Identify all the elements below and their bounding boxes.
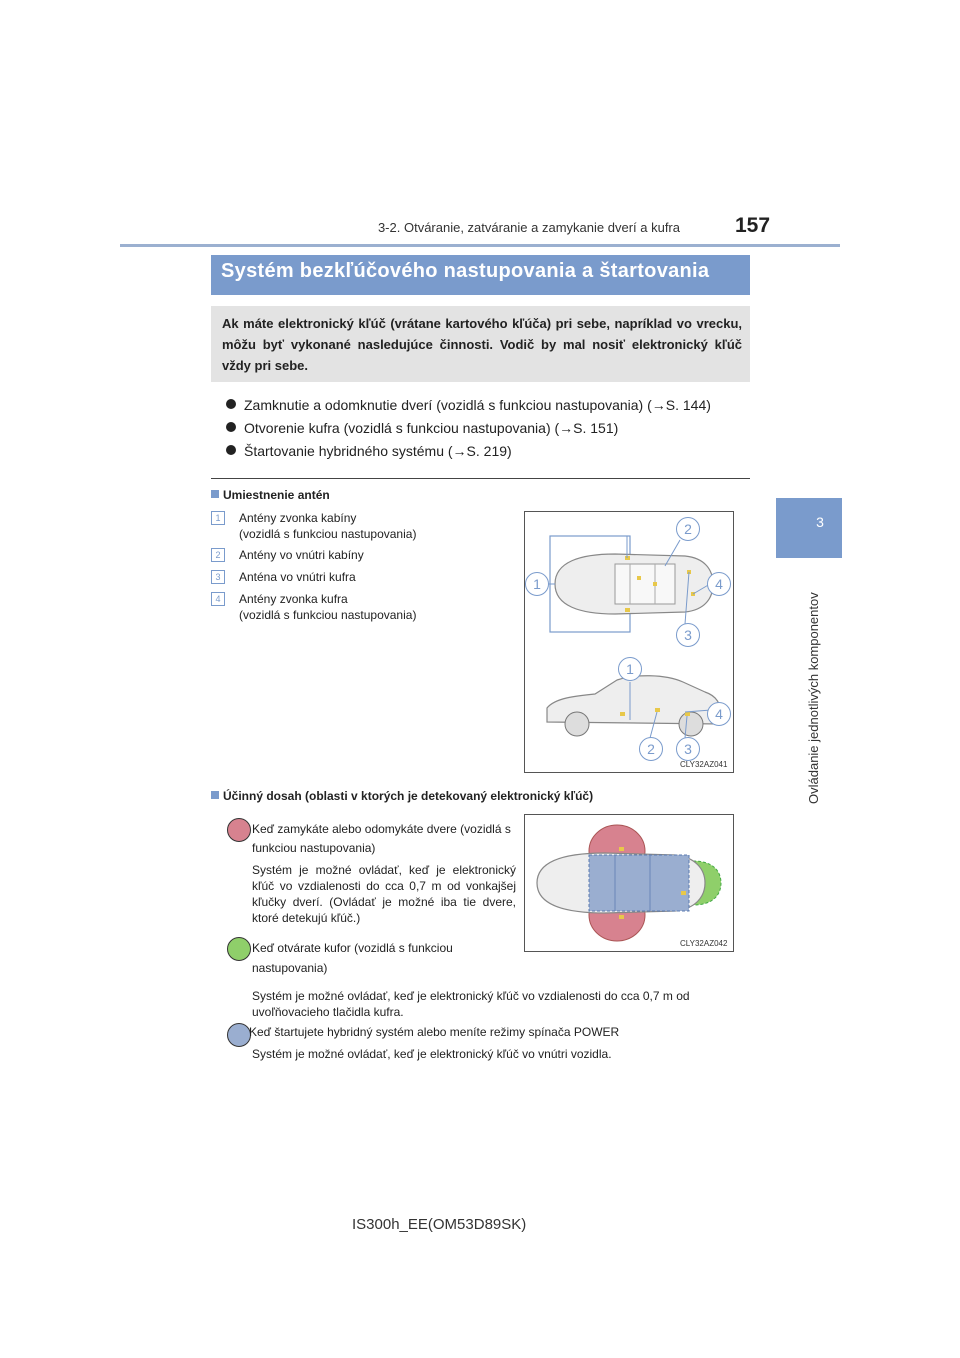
antenna-label: Anténa vo vnútri kufra xyxy=(239,570,356,584)
car-range-illustration xyxy=(525,815,733,951)
figure-code: CLY32AZ041 xyxy=(680,760,728,769)
callout-3: 3 xyxy=(676,737,700,761)
bullet-dot-icon xyxy=(226,422,236,432)
page-number: 157 xyxy=(735,214,771,237)
doors-title: Keď zamykáte alebo odomykáte dvere (vozidlá s funkciou nastupovania) xyxy=(252,822,511,855)
chapter-title xyxy=(806,564,830,804)
antenna-label: Antény zvonka kufra (vozidlá s funkciou nastupovania) xyxy=(239,592,417,622)
antenna-label: Antény vo vnútri kabíny xyxy=(239,548,364,562)
trunk-title: Keď otvárate kufor (vozidlá s funkciou nastupovania) xyxy=(252,941,453,975)
antennas-heading: Umiestnenie antén xyxy=(211,488,330,502)
header-rule xyxy=(120,244,840,247)
range-figure xyxy=(524,814,734,952)
bullet-dot-icon xyxy=(226,445,236,455)
doors-zone-icon xyxy=(227,818,251,842)
number-marker: 3 xyxy=(211,570,225,584)
trunk-text: Systém je možné ovládať, keď je elektronický kľúč vo vzdialenosti do cca 0,7 m od uvoľňovacieho tlačidla kufra. xyxy=(252,989,690,1019)
trunk-zone-icon xyxy=(227,937,251,961)
callout-3: 3 xyxy=(676,623,700,647)
range-heading: Účinný dosah (oblasti v ktorých je detekovaný elektronický kľúč) xyxy=(211,789,593,803)
intro-text: Ak máte elektronický kľúč (vrátane kartového kľúča) pri sebe, napríklad vo vrecku, môžu byť vykonané nasledujúce činnosti. Vodič by mal nosiť elektronický kľúč vždy pri sebe. xyxy=(222,316,742,373)
number-marker: 1 xyxy=(211,511,225,525)
start-title: Keď štartujete hybridný systém alebo meníte režimy spínača POWER xyxy=(249,1025,620,1039)
callout-2: 2 xyxy=(639,737,663,761)
section-divider xyxy=(211,478,750,479)
start-text: Systém je možné ovládať, keď je elektronický kľúč vo vnútri vozidla. xyxy=(252,1047,612,1061)
callout-1: 1 xyxy=(525,572,549,596)
doors-text: Systém je možné ovládať, keď je elektronický kľúč vo vzdialenosti do cca 0,7 m od vonkajšej kľučky dverí. (Ovládať je možné iba tie dvere, ktoré detekujú kľúč.) xyxy=(252,863,516,925)
callout-4: 4 xyxy=(707,702,731,726)
callout-2: 2 xyxy=(676,517,700,541)
callout-4: 4 xyxy=(707,572,731,596)
antenna-label: Antény zvonka kabíny (vozidlá s funkciou nastupovania) xyxy=(239,511,417,541)
cabin-zone-icon xyxy=(227,1023,251,1047)
square-bullet-icon xyxy=(211,791,219,799)
car-antenna-illustration xyxy=(525,512,733,772)
bullet-item: Zamknutie a odomknutie dverí (vozidlá s funkciou nastupovania) (→S. 144) xyxy=(226,397,711,413)
page-title: Systém bezkľúčového nastupovania a štartovania xyxy=(221,260,710,282)
bullet-item: Otvorenie kufra (vozidlá s funkciou nastupovania) (→S. 151) xyxy=(226,420,618,436)
section-header: 3-2. Otváranie, zatváranie a zamykanie dverí a kufra xyxy=(377,220,680,235)
footer-model-code: IS300h_EE(OM53D89SK) xyxy=(352,1216,527,1233)
callout-1: 1 xyxy=(618,657,642,681)
chapter-number: 3 xyxy=(816,514,824,530)
number-marker: 2 xyxy=(211,548,225,562)
number-marker: 4 xyxy=(211,592,225,606)
square-bullet-icon xyxy=(211,490,219,498)
figure-code: CLY32AZ042 xyxy=(680,939,728,948)
bullet-dot-icon xyxy=(226,399,236,409)
bullet-item: Štartovanie hybridného systému (→S. 219) xyxy=(226,443,512,459)
chapter-title-text: Ovládanie jednotlivých komponentov xyxy=(806,592,821,804)
antenna-figure xyxy=(524,511,734,773)
